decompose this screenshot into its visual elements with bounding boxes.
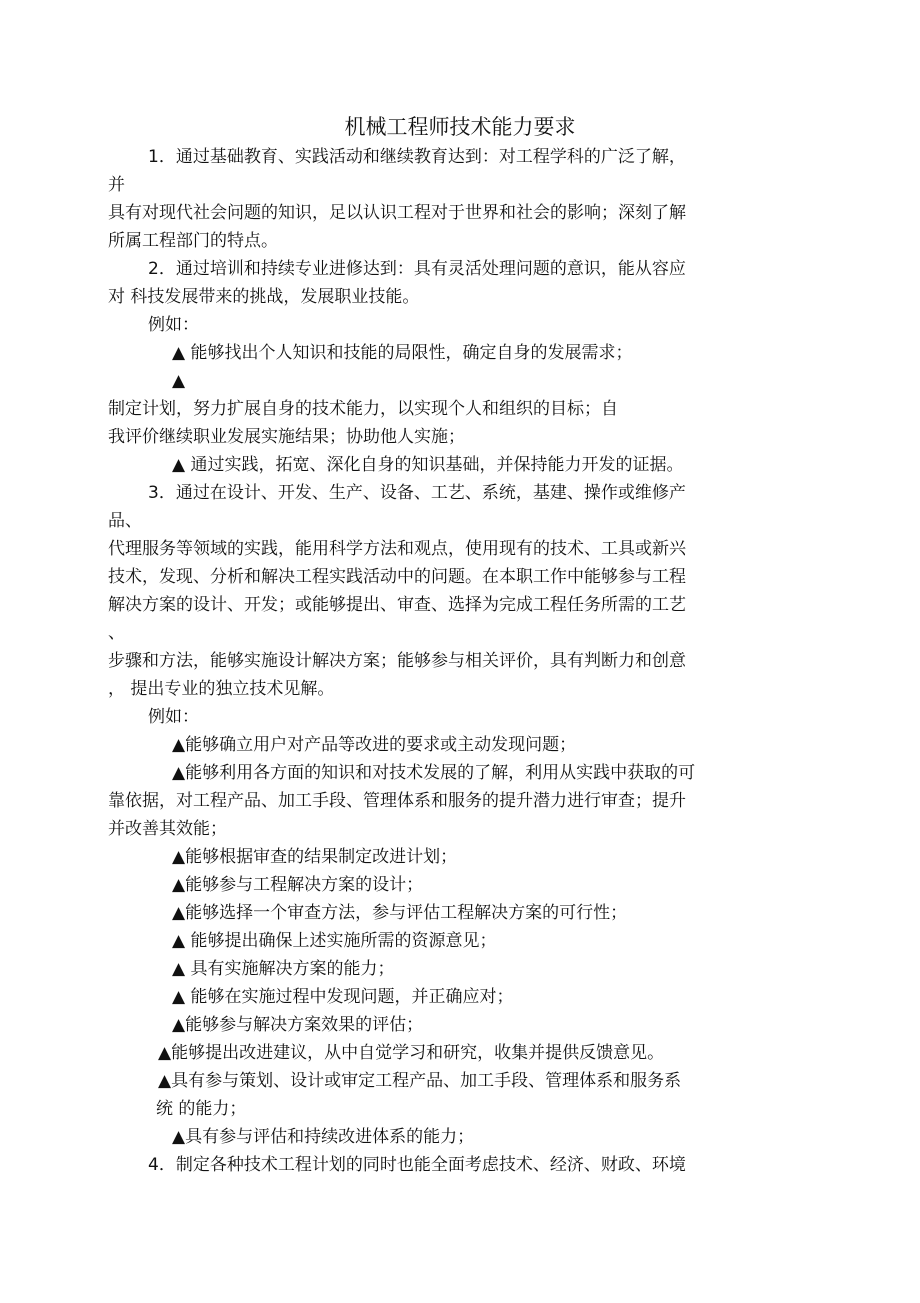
example-label: 例如： <box>148 707 199 727</box>
paragraph-line: 具有对现代社会问题的知识，足以认识工程对于世界和社会的影响；深刻了解 <box>108 203 686 223</box>
bullet-item: ▲能够选择一个审查方法，参与评估工程解决方案的可行性； <box>172 903 628 923</box>
paragraph-line: 我评价继续职业发展实施结果；协助他人实施； <box>108 427 465 447</box>
bullet-item: ▲能够提出改进建议，从中自觉学习和研究，收集并提供反馈意见。 <box>158 1043 665 1063</box>
paragraph-line: ， 提出专业的独立技术见解。 <box>108 679 335 699</box>
paragraph-line: 2．通过培训和持续专业进修达到：具有灵活处理问题的意识，能从容应 <box>148 259 686 279</box>
paragraph-line: 1．通过基础教育、实践活动和继续教育达到：对工程学科的广泛了解， <box>148 147 686 167</box>
example-label: 例如： <box>148 315 199 335</box>
paragraph-line: 对 科技发展带来的挑战，发展职业技能。 <box>108 287 420 307</box>
bullet-item: ▲具有参与策划、设计或审定工程产品、加工手段、管理体系和服务系 <box>158 1071 682 1091</box>
bullet-item: ▲能够确立用户对产品等改进的要求或主动发现问题； <box>172 735 577 755</box>
paragraph-line: 统 的能力； <box>156 1099 247 1119</box>
bullet-item: ▲具有参与评估和持续改进体系的能力； <box>172 1127 475 1147</box>
paragraph-line: 技术，发现、分析和解决工程实践活动中的问题。在本职工作中能够参与工程 <box>108 567 686 587</box>
paragraph-line: 并改善其效能； <box>108 819 227 839</box>
bullet-item: ▲ 能够找出个人知识和技能的局限性，确定自身的发展需求； <box>172 343 633 363</box>
paragraph-line: 解决方案的设计、开发；或能够提出、审查、选择为完成工程任务所需的工艺 <box>108 595 686 615</box>
bullet-item: ▲ 具有实施解决方案的能力； <box>172 959 395 979</box>
bullet-item: ▲ 能够提出确保上述实施所需的资源意见； <box>172 931 497 951</box>
bullet-item: ▲能够根据审查的结果制定改进计划； <box>172 847 458 867</box>
paragraph-line: 3．通过在设计、开发、生产、设备、工艺、系统，基建、操作或维修产 <box>148 483 686 503</box>
bullet-item: ▲ 能够在实施过程中发现问题，并正确应对； <box>172 987 514 1007</box>
paragraph-line: 4．制定各种技术工程计划的同时也能全面考虑技术、经济、财政、环境 <box>148 1155 686 1175</box>
bullet-item: ▲能够利用各方面的知识和对技术发展的了解，利用从实践中获取的可 <box>172 763 696 783</box>
paragraph-line: 、 <box>108 623 125 643</box>
bullet-item: ▲能够参与工程解决方案的设计； <box>172 875 424 895</box>
paragraph-line: 所属工程部门的特点。 <box>108 231 278 251</box>
bullet-item: ▲ 通过实践，拓宽、深化自身的知识基础，并保持能力开发的证据。 <box>172 455 684 475</box>
bullet-item: ▲ <box>172 371 186 391</box>
paragraph-line: 代理服务等领域的实践，能用科学方法和观点，使用现有的技术、工具或新兴 <box>108 539 686 559</box>
paragraph-line: 步骤和方法，能够实施设计解决方案；能够参与相关评价，具有判断力和创意 <box>108 651 686 671</box>
paragraph-line: 制定计划，努力扩展自身的技术能力，以实现个人和组织的目标；自 <box>108 399 618 419</box>
bullet-item: ▲能够参与解决方案效果的评估； <box>172 1015 424 1035</box>
paragraph-line: 品、 <box>108 511 142 531</box>
paragraph-line: 并 <box>108 175 125 195</box>
page-title: 机械工程师技术能力要求 <box>344 115 576 139</box>
paragraph-line: 靠依据，对工程产品、加工手段、管理体系和服务的提升潜力进行审查；提升 <box>108 791 686 811</box>
